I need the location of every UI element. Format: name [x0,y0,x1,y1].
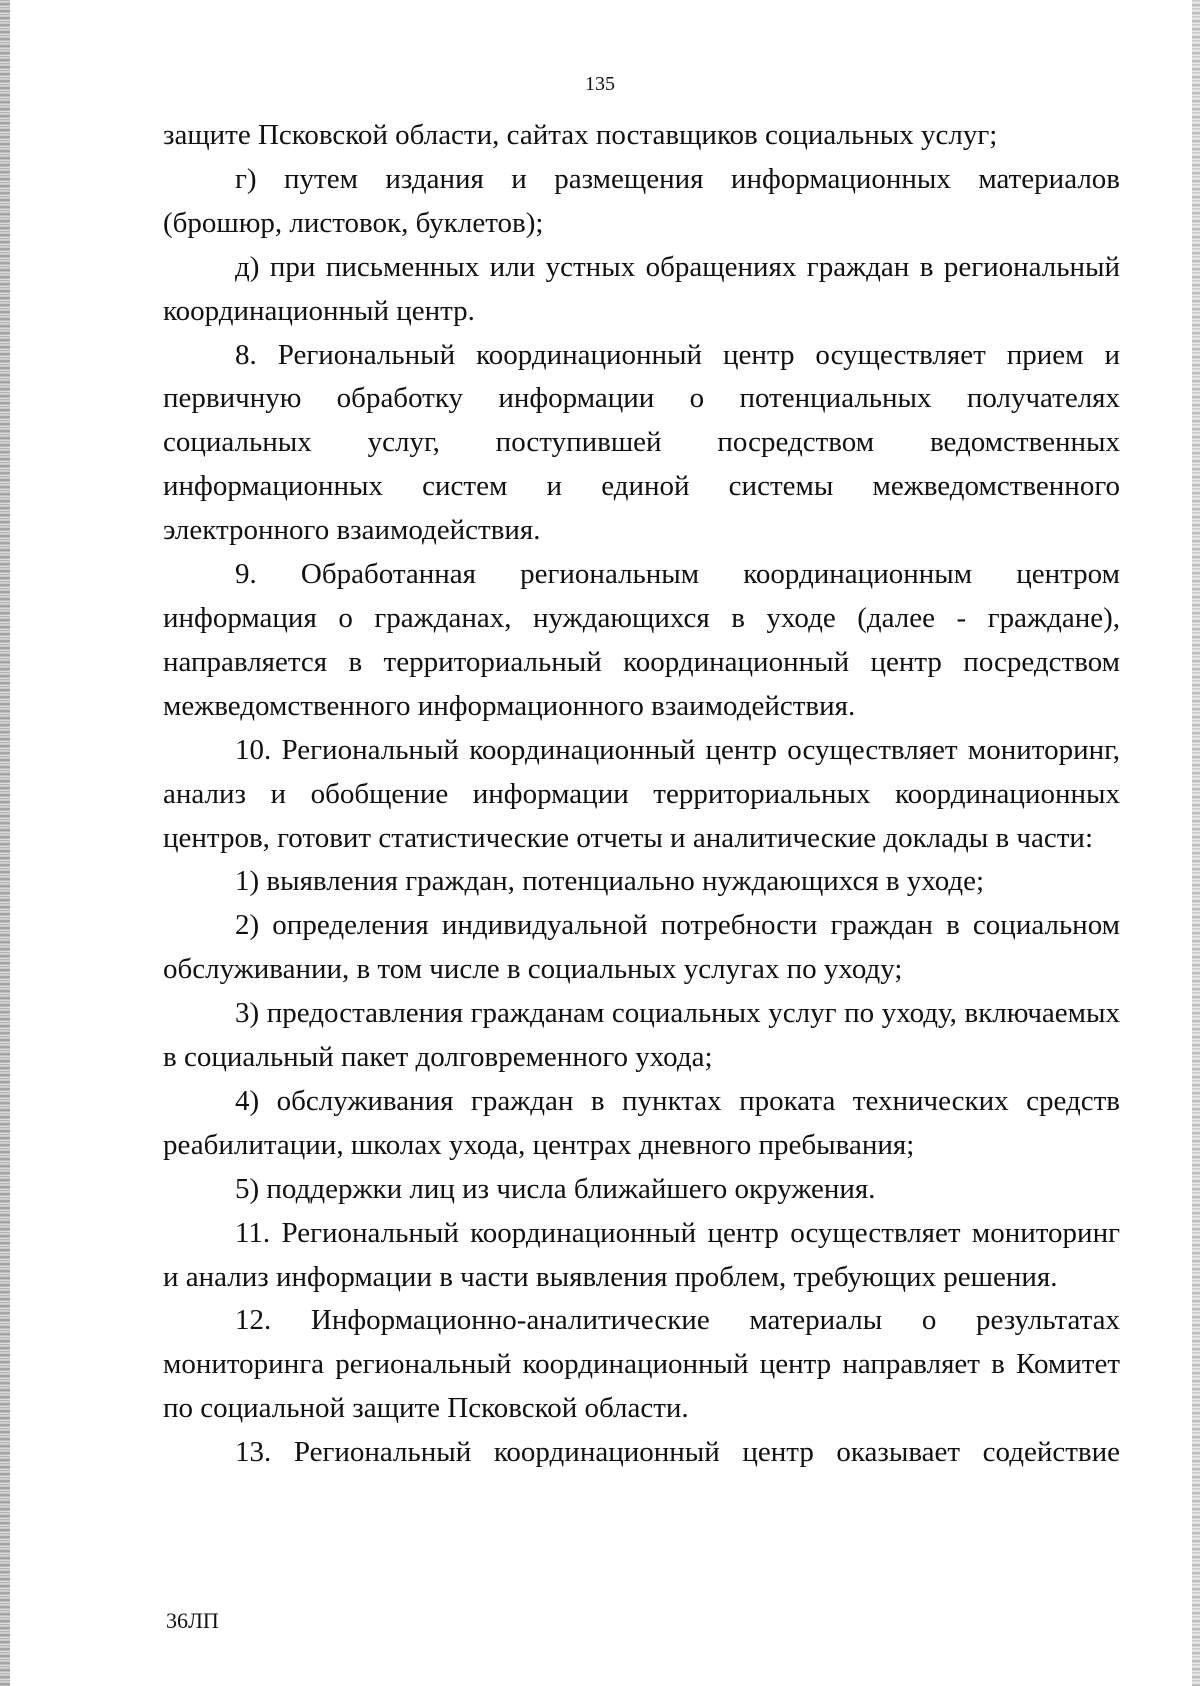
paragraph-item-d: д) при письменных или устных обращениях граждан в региональный координационный центр. [163,250,1120,327]
paragraph-8: 8. Региональный координационный центр осуществляет прием и первичную обработку информации о потенциальных получателях социальных услуг, поступившей посредством ведомственных информационных систем и единой системы межведомственного электронного взаимодействия. [163,338,1120,547]
page-number: 135 [585,73,615,95]
paragraph-10-item-1: 1) выявления граждан, потенциально нуждающихся в уходе; [235,865,985,898]
paragraph-9: 9. Обработанная региональным координационным центром информация о гражданах, нуждающихся в уходе (далее - граждане), направляется в территориальный координационный центр посредством межведомственного информационного взаимодействия. [163,558,1120,722]
paragraph-item-g: г) путем издания и размещения информационных материалов (брошюр, листовок, буклетов); [163,162,1120,239]
footer-document-code: 36ЛП [166,1608,219,1633]
document-body [163,114,1120,1475]
scan-edge-right [1192,0,1200,1686]
paragraph-12: 12. Информационно-аналитические материалы о результатах мониторинга региональный координационный центр направляет в Комитет по социальной защите Псковской области. [163,1304,1120,1425]
paragraph-10-item-2: 2) определения индивидуальной потребности граждан в социальном обслуживании, в том числе в социальных услугах по уходу; [163,909,1120,986]
paragraph-10-item-5: 5) поддержки лиц из числа ближайшего окружения. [235,1172,876,1205]
paragraph-10-item-4: 4) обслуживания граждан в пунктах проката технических средств реабилитации, школах ухода, центрах дневного пребывания; [163,1084,1120,1161]
paragraph-13: 13. Региональный координационный центр оказывает содействие [235,1436,1120,1469]
paragraph-10-item-3: 3) предоставления гражданам социальных услуг по уходу, включаемых в социальный пакет долговременного ухода; [163,997,1120,1074]
paragraph-11: 11. Региональный координационный центр осуществляет мониторинг и анализ информации в части выявления проблем, требующих решения. [163,1216,1120,1293]
paragraph-10: 10. Региональный координационный центр осуществляет мониторинг, анализ и обобщение информации территориальных координационных центров, готовит статистические отчеты и аналитические доклады в части: [163,733,1120,854]
paragraph-continuation: защите Псковской области, сайтах поставщиков социальных услуг; [163,119,998,151]
scan-edge-left [0,0,10,1686]
